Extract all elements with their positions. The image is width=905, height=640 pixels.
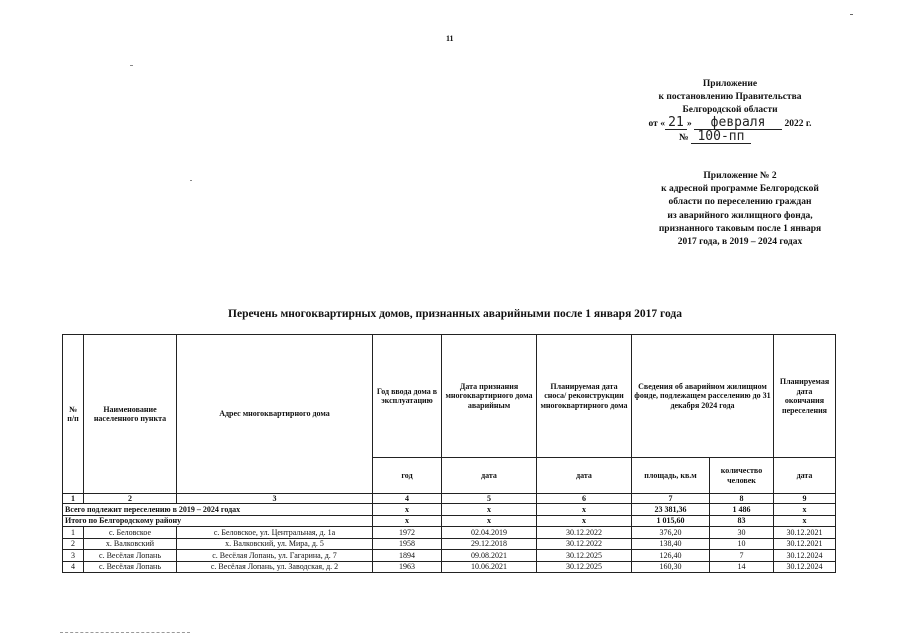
column-number: 4 [373, 494, 442, 504]
row-settlement: с. Весёлая Лопань [84, 561, 177, 573]
table-header-row [63, 335, 836, 458]
header-year-built: Год ввода дома в эксплуатацию [373, 335, 442, 458]
row-people: 30 [710, 527, 774, 539]
column-number-row [63, 494, 836, 504]
scan-speck [850, 14, 853, 15]
row-number: 3 [63, 550, 84, 562]
total-area: 23 381,36 [632, 504, 710, 516]
column-number: 3 [177, 494, 373, 504]
row-number: 1 [63, 527, 84, 539]
column-number: 7 [632, 494, 710, 504]
header-settlement: Наименование населенного пункта [84, 335, 177, 494]
decree-day: 21 [665, 117, 687, 130]
column-number: 5 [442, 494, 537, 504]
document-title: Перечень многоквартирных домов, признанных аварийными после 1 января 2017 года [228, 308, 682, 320]
column-number: 8 [710, 494, 774, 504]
appendix-program-line6: 2017 года, в 2019 – 2024 годах [677, 237, 803, 248]
decree-date-mid: » [686, 119, 692, 129]
row-address: с. Весёлая Лопань, ул. Заводская, д. 2 [177, 561, 373, 573]
row-settlement: с. Беловское [84, 527, 177, 539]
decree-number: 100-пп [691, 131, 751, 144]
total-district-label: Итого по Белгородскому району [63, 515, 373, 527]
row-demolition: 30.12.2022 [537, 527, 632, 539]
row-year: 1894 [373, 550, 442, 562]
row-demolition: 30.12.2025 [537, 550, 632, 562]
row-demolition: 30.12.2025 [537, 561, 632, 573]
subheader-cell: дата [774, 458, 836, 494]
total-cell: x [537, 504, 632, 516]
column-number: 2 [84, 494, 177, 504]
appendix-decree-line3: Белгородской области [682, 105, 778, 115]
header-num: № п/п [63, 335, 84, 494]
total-cell: x [537, 515, 632, 527]
row-demolition: 30.12.2022 [537, 538, 632, 550]
total-area: 1 015,60 [632, 515, 710, 527]
row-settlement: с. Весёлая Лопань [84, 550, 177, 562]
row-area: 376,20 [632, 527, 710, 539]
table-row [63, 527, 836, 539]
column-number: 6 [537, 494, 632, 504]
appendix-program-line1: Приложение № 2 [703, 171, 777, 181]
page-number: 11 [446, 34, 454, 43]
appendix-decree-line2: к постановлению Правительства [658, 92, 802, 102]
row-year: 1972 [373, 527, 442, 539]
decree-year: 2022 г. [784, 119, 812, 129]
total-cell: x [774, 504, 836, 516]
row-settlement: х. Валковский [84, 538, 177, 550]
header-address: Адрес многоквартирного дома [177, 335, 373, 494]
column-number: 9 [774, 494, 836, 504]
row-area: 160,30 [632, 561, 710, 573]
row-recognized: 29.12.2018 [442, 538, 537, 550]
row-end: 30.12.2021 [774, 527, 836, 539]
scan-speck [190, 180, 192, 181]
scan-speck [130, 65, 133, 66]
row-end: 30.12.2024 [774, 561, 836, 573]
total-all-label: Всего подлежит переселению в 2019 – 2024 годах [63, 504, 373, 516]
appendix-program-block [625, 170, 855, 249]
total-cell: x [373, 515, 442, 527]
table-row [63, 550, 836, 562]
appendix-program-line2: к адресной программе Белгородской [661, 184, 819, 195]
total-cell: x [442, 515, 537, 527]
total-cell: x [442, 504, 537, 516]
decree-month: февраля [694, 117, 782, 130]
appendix-program-line4: из аварийного жилищного фонда, [667, 210, 813, 221]
page-cut-line [60, 632, 190, 633]
appendix-program-line3: области по переселению граждан [668, 197, 812, 208]
row-number: 2 [63, 538, 84, 550]
subheader-cell: дата [537, 458, 632, 494]
total-district-row [63, 515, 836, 527]
subheader-cell: дата [442, 458, 537, 494]
row-area: 126,40 [632, 550, 710, 562]
header-fund-info: Сведения об аварийном жилищном фонде, подлежащем расселению до 31 декабря 2024 года [632, 335, 774, 458]
column-number: 1 [63, 494, 84, 504]
row-area: 138,40 [632, 538, 710, 550]
subheader-cell: количество человек [710, 458, 774, 494]
total-all-row [63, 504, 836, 516]
appendix-decree-line1: Приложение [702, 79, 758, 89]
row-recognized: 02.04.2019 [442, 527, 537, 539]
row-address: с. Весёлая Лопань, ул. Гагарина, д. 7 [177, 550, 373, 562]
table-row [63, 561, 836, 573]
row-people: 7 [710, 550, 774, 562]
emergency-houses-table [62, 334, 836, 573]
total-cell: x [774, 515, 836, 527]
row-recognized: 10.06.2021 [442, 561, 537, 573]
decree-number-prefix: № [679, 133, 689, 143]
row-end: 30.12.2024 [774, 550, 836, 562]
row-year: 1958 [373, 538, 442, 550]
row-address: с. Беловское, ул. Центральная, д. 1а [177, 527, 373, 539]
row-year: 1963 [373, 561, 442, 573]
header-planned-demolition: Планируемая дата сноса/ реконструкции многоквартирного дома [537, 335, 632, 458]
decree-date-prefix: от « [648, 119, 665, 129]
row-recognized: 09.08.2021 [442, 550, 537, 562]
total-people: 1 486 [710, 504, 774, 516]
row-end: 30.12.2021 [774, 538, 836, 550]
table-row [63, 538, 836, 550]
row-people: 10 [710, 538, 774, 550]
appendix-decree-block [600, 78, 860, 145]
total-people: 83 [710, 515, 774, 527]
header-date-recognized: Дата признания многоквартирного дома аварийным [442, 335, 537, 458]
decree-number-line [570, 131, 860, 145]
row-number: 4 [63, 561, 84, 573]
total-cell: x [373, 504, 442, 516]
appendix-program-line5: признанного таковым после 1 января [658, 223, 822, 234]
header-planned-end: Планируемая дата окончания переселения [774, 335, 836, 458]
row-people: 14 [710, 561, 774, 573]
subheader-cell: год [373, 458, 442, 494]
subheader-cell: площадь, кв.м [632, 458, 710, 494]
row-address: х. Валковский, ул. Мира, д. 5 [177, 538, 373, 550]
